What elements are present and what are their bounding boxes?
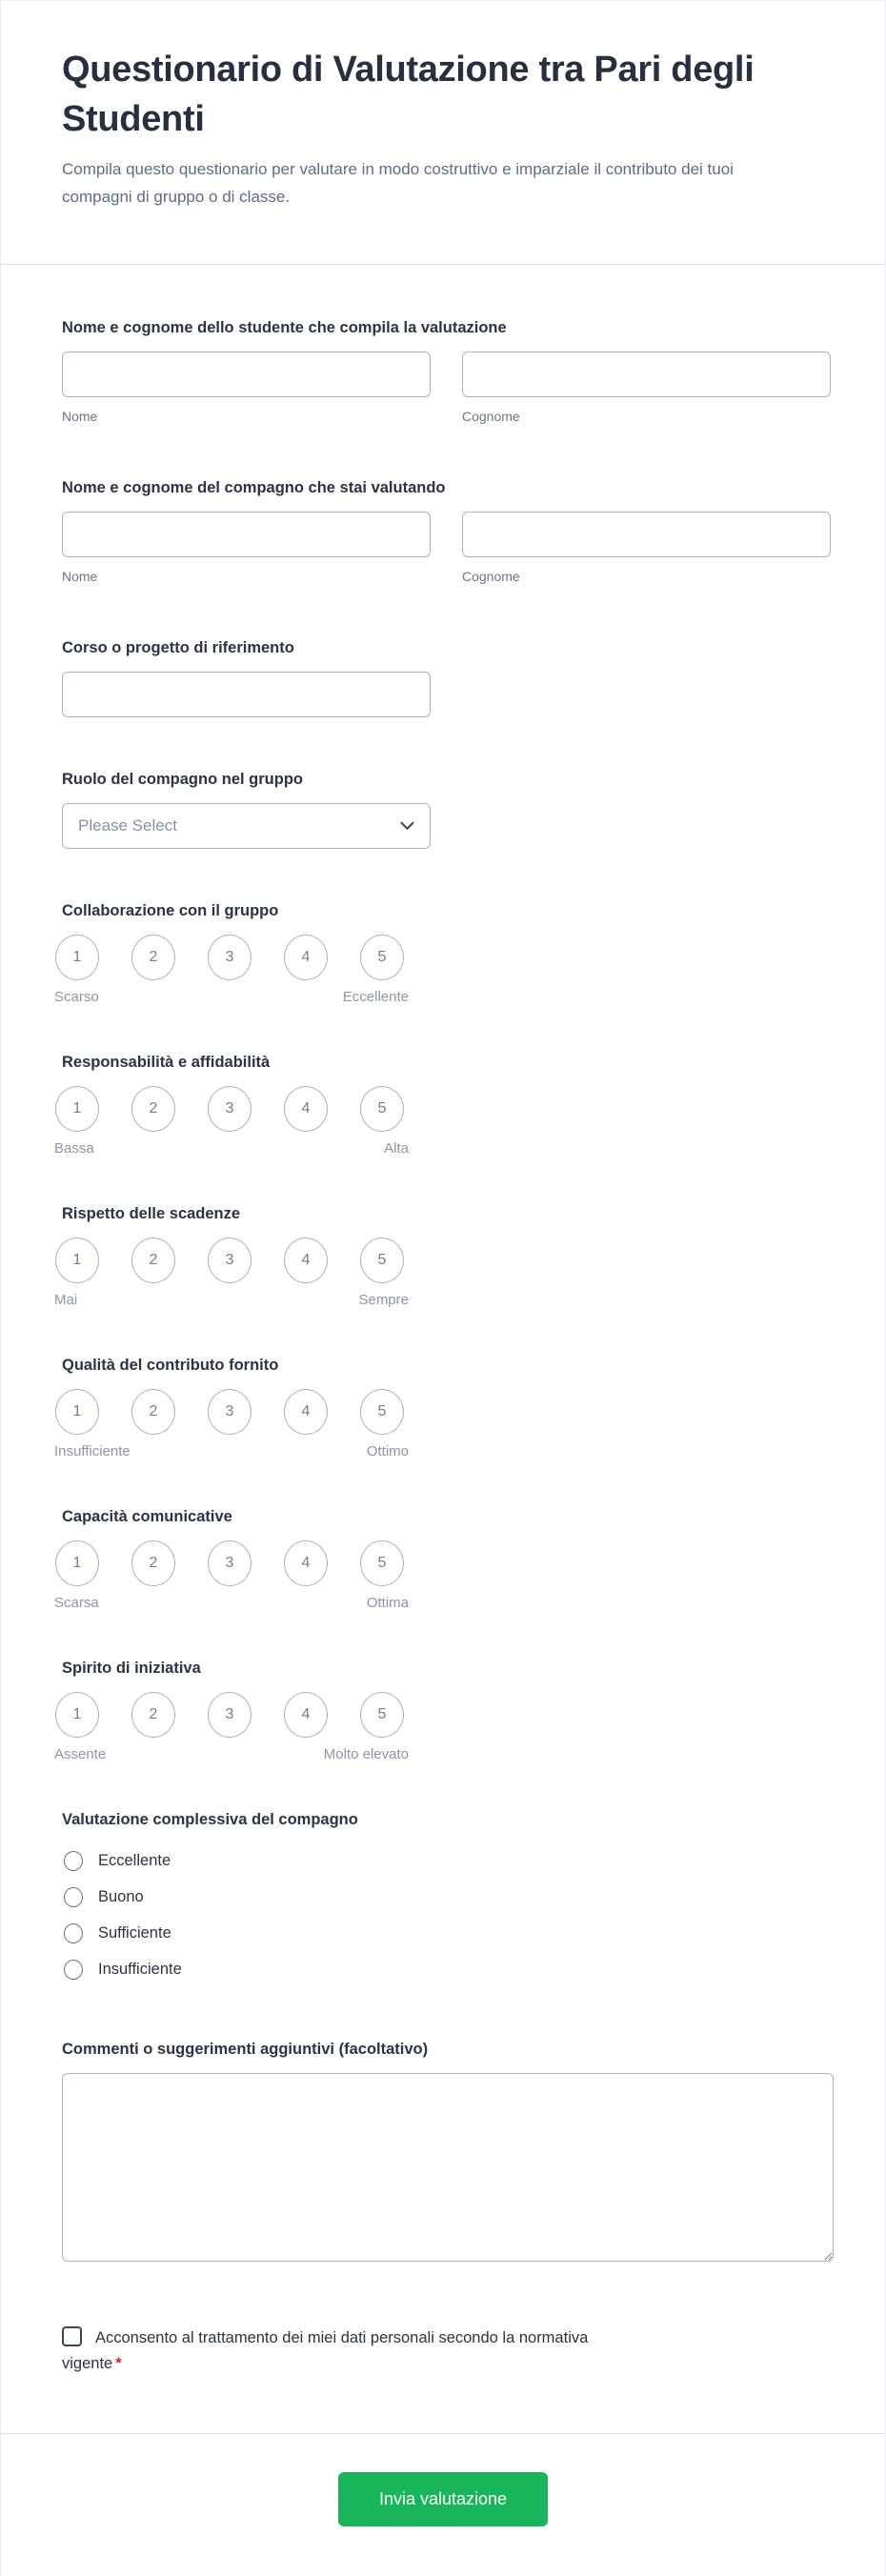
rating-scale — [55, 1086, 832, 1132]
rating-option-4[interactable]: 4 — [284, 935, 328, 980]
rating-scale — [55, 1540, 832, 1586]
radio-option-sufficiente[interactable] — [62, 1915, 832, 1951]
field-comments — [62, 2038, 832, 2266]
submit-button[interactable]: Invia valutazione — [338, 2472, 548, 2526]
rating-option-3[interactable]: 3 — [208, 1540, 252, 1586]
rating-option-5[interactable]: 5 — [360, 1086, 404, 1132]
evaluator-last-name-input[interactable] — [462, 352, 831, 397]
field-scale-comunicazione — [54, 1505, 832, 1613]
form-header — [1, 1, 885, 211]
first-name-sublabel: Nome — [62, 569, 98, 584]
field-label: Collaborazione con il gruppo — [62, 902, 279, 919]
consent-text-line2: vigente — [62, 2355, 113, 2372]
field-role — [62, 768, 832, 849]
scale-right-label: Sempre — [358, 1292, 409, 1308]
radio-label: Eccellente — [98, 1851, 171, 1869]
scale-left-label: Scarso — [54, 989, 99, 1005]
required-asterisk: * — [115, 2355, 122, 2372]
rating-option-2[interactable]: 2 — [131, 1389, 175, 1435]
rating-option-1[interactable]: 1 — [55, 935, 99, 980]
comments-textarea[interactable] — [62, 2073, 834, 2262]
field-label: Rispetto delle scadenze — [62, 1205, 241, 1222]
rating-option-3[interactable]: 3 — [208, 1692, 252, 1738]
radio-option-eccellente[interactable] — [62, 1842, 832, 1879]
scale-left-label: Scarsa — [54, 1595, 99, 1611]
rating-option-5[interactable]: 5 — [360, 935, 404, 980]
radio-label: Insufficiente — [98, 1960, 182, 1978]
rating-scale — [55, 1389, 832, 1435]
radio-option-insufficiente[interactable] — [62, 1951, 832, 1987]
rating-option-3[interactable]: 3 — [208, 1389, 252, 1435]
rating-option-4[interactable]: 4 — [284, 1086, 328, 1132]
rating-option-2[interactable]: 2 — [131, 935, 175, 980]
rating-option-3[interactable]: 3 — [208, 935, 252, 980]
radio-icon[interactable] — [64, 1923, 83, 1943]
field-peer-name — [62, 476, 832, 586]
overall-radio-group — [62, 1842, 832, 1987]
field-label: Ruolo del compagno nel gruppo — [62, 771, 303, 788]
field-label: Nome e cognome dello studente che compila la valutazione — [62, 319, 507, 336]
field-label: Corso o progetto di riferimento — [62, 639, 294, 656]
last-name-sublabel: Cognome — [462, 569, 520, 584]
consent-label[interactable] — [62, 2325, 786, 2377]
rating-option-2[interactable]: 2 — [131, 1086, 175, 1132]
rating-option-2[interactable]: 2 — [131, 1540, 175, 1586]
form-footer — [1, 2434, 885, 2576]
radio-icon[interactable] — [64, 1887, 83, 1907]
scale-left-label: Assente — [54, 1746, 107, 1762]
scale-right-label: Alta — [384, 1140, 409, 1157]
evaluator-first-name-input[interactable] — [62, 352, 431, 397]
field-overall-evaluation — [62, 1808, 832, 1987]
field-label: Qualità del contributo fornito — [62, 1357, 279, 1374]
field-label: Capacità comunicative — [62, 1508, 232, 1525]
rating-option-3[interactable]: 3 — [208, 1086, 252, 1132]
scale-left-label: Insufficiente — [54, 1443, 131, 1459]
form-subtitle: Compila questo questionario per valutare in modo costruttivo e imparziale il contributo dei tuoi compagni di gruppo o di classe. — [62, 160, 734, 206]
scale-right-label: Ottimo — [366, 1443, 409, 1459]
chevron-down-icon — [400, 821, 414, 831]
field-label: Commenti o suggerimenti aggiuntivi (facoltativo) — [62, 2041, 429, 2058]
peer-last-name-input[interactable] — [462, 512, 831, 557]
scale-right-label: Molto elevato — [323, 1746, 409, 1762]
field-label: Responsabilità e affidabilità — [62, 1054, 271, 1071]
rating-option-1[interactable]: 1 — [55, 1389, 99, 1435]
rating-option-5[interactable]: 5 — [360, 1540, 404, 1586]
radio-option-buono[interactable] — [62, 1879, 832, 1915]
scale-left-label: Mai — [54, 1292, 78, 1308]
rating-option-1[interactable]: 1 — [55, 1238, 99, 1283]
rating-option-1[interactable]: 1 — [55, 1540, 99, 1586]
field-label: Nome e cognome del compagno che stai valutando — [62, 479, 446, 496]
scale-left-label: Bassa — [54, 1140, 94, 1157]
scale-right-label: Eccellente — [342, 989, 409, 1005]
rating-option-4[interactable]: 4 — [284, 1238, 328, 1283]
rating-option-5[interactable]: 5 — [360, 1238, 404, 1283]
rating-option-5[interactable]: 5 — [360, 1389, 404, 1435]
field-consent — [62, 2325, 832, 2377]
rating-option-4[interactable]: 4 — [284, 1389, 328, 1435]
rating-option-4[interactable]: 4 — [284, 1540, 328, 1586]
rating-option-4[interactable]: 4 — [284, 1692, 328, 1738]
rating-option-1[interactable]: 1 — [55, 1086, 99, 1132]
field-scale-qualita — [54, 1354, 832, 1461]
rating-option-1[interactable]: 1 — [55, 1692, 99, 1738]
field-scale-responsabilita — [54, 1051, 832, 1158]
field-scale-iniziativa — [54, 1657, 832, 1764]
consent-checkbox[interactable] — [62, 2326, 82, 2346]
role-select-value: Please Select — [78, 816, 177, 835]
field-label: Valutazione complessiva del compagno — [62, 1811, 358, 1828]
radio-label: Buono — [98, 1887, 144, 1905]
first-name-sublabel: Nome — [62, 409, 98, 424]
field-course — [62, 636, 832, 717]
header-divider — [1, 264, 885, 265]
rating-scale — [55, 935, 832, 980]
field-scale-scadenze — [54, 1202, 832, 1310]
rating-option-2[interactable]: 2 — [131, 1238, 175, 1283]
field-scale-collaborazione — [54, 899, 832, 1007]
role-select[interactable] — [62, 803, 431, 849]
course-input[interactable] — [62, 672, 431, 717]
field-label: Spirito di iniziativa — [62, 1660, 201, 1677]
rating-scale — [55, 1692, 832, 1738]
rating-option-2[interactable]: 2 — [131, 1692, 175, 1738]
rating-scale — [55, 1238, 832, 1283]
radio-label: Sufficiente — [98, 1923, 171, 1942]
consent-text-line1: Acconsento al trattamento dei miei dati personali secondo la normativa — [95, 2329, 589, 2346]
last-name-sublabel: Cognome — [462, 409, 520, 424]
rating-option-3[interactable]: 3 — [208, 1238, 252, 1283]
rating-option-5[interactable]: 5 — [360, 1692, 404, 1738]
form-title: Questionario di Valutazione tra Pari degli Studenti — [62, 50, 755, 139]
radio-icon[interactable] — [64, 1960, 83, 1980]
peer-first-name-input[interactable] — [62, 512, 431, 557]
form-body — [1, 316, 885, 2377]
scale-right-label: Ottima — [366, 1595, 409, 1611]
radio-icon[interactable] — [64, 1851, 83, 1871]
field-evaluator-name — [62, 316, 832, 426]
